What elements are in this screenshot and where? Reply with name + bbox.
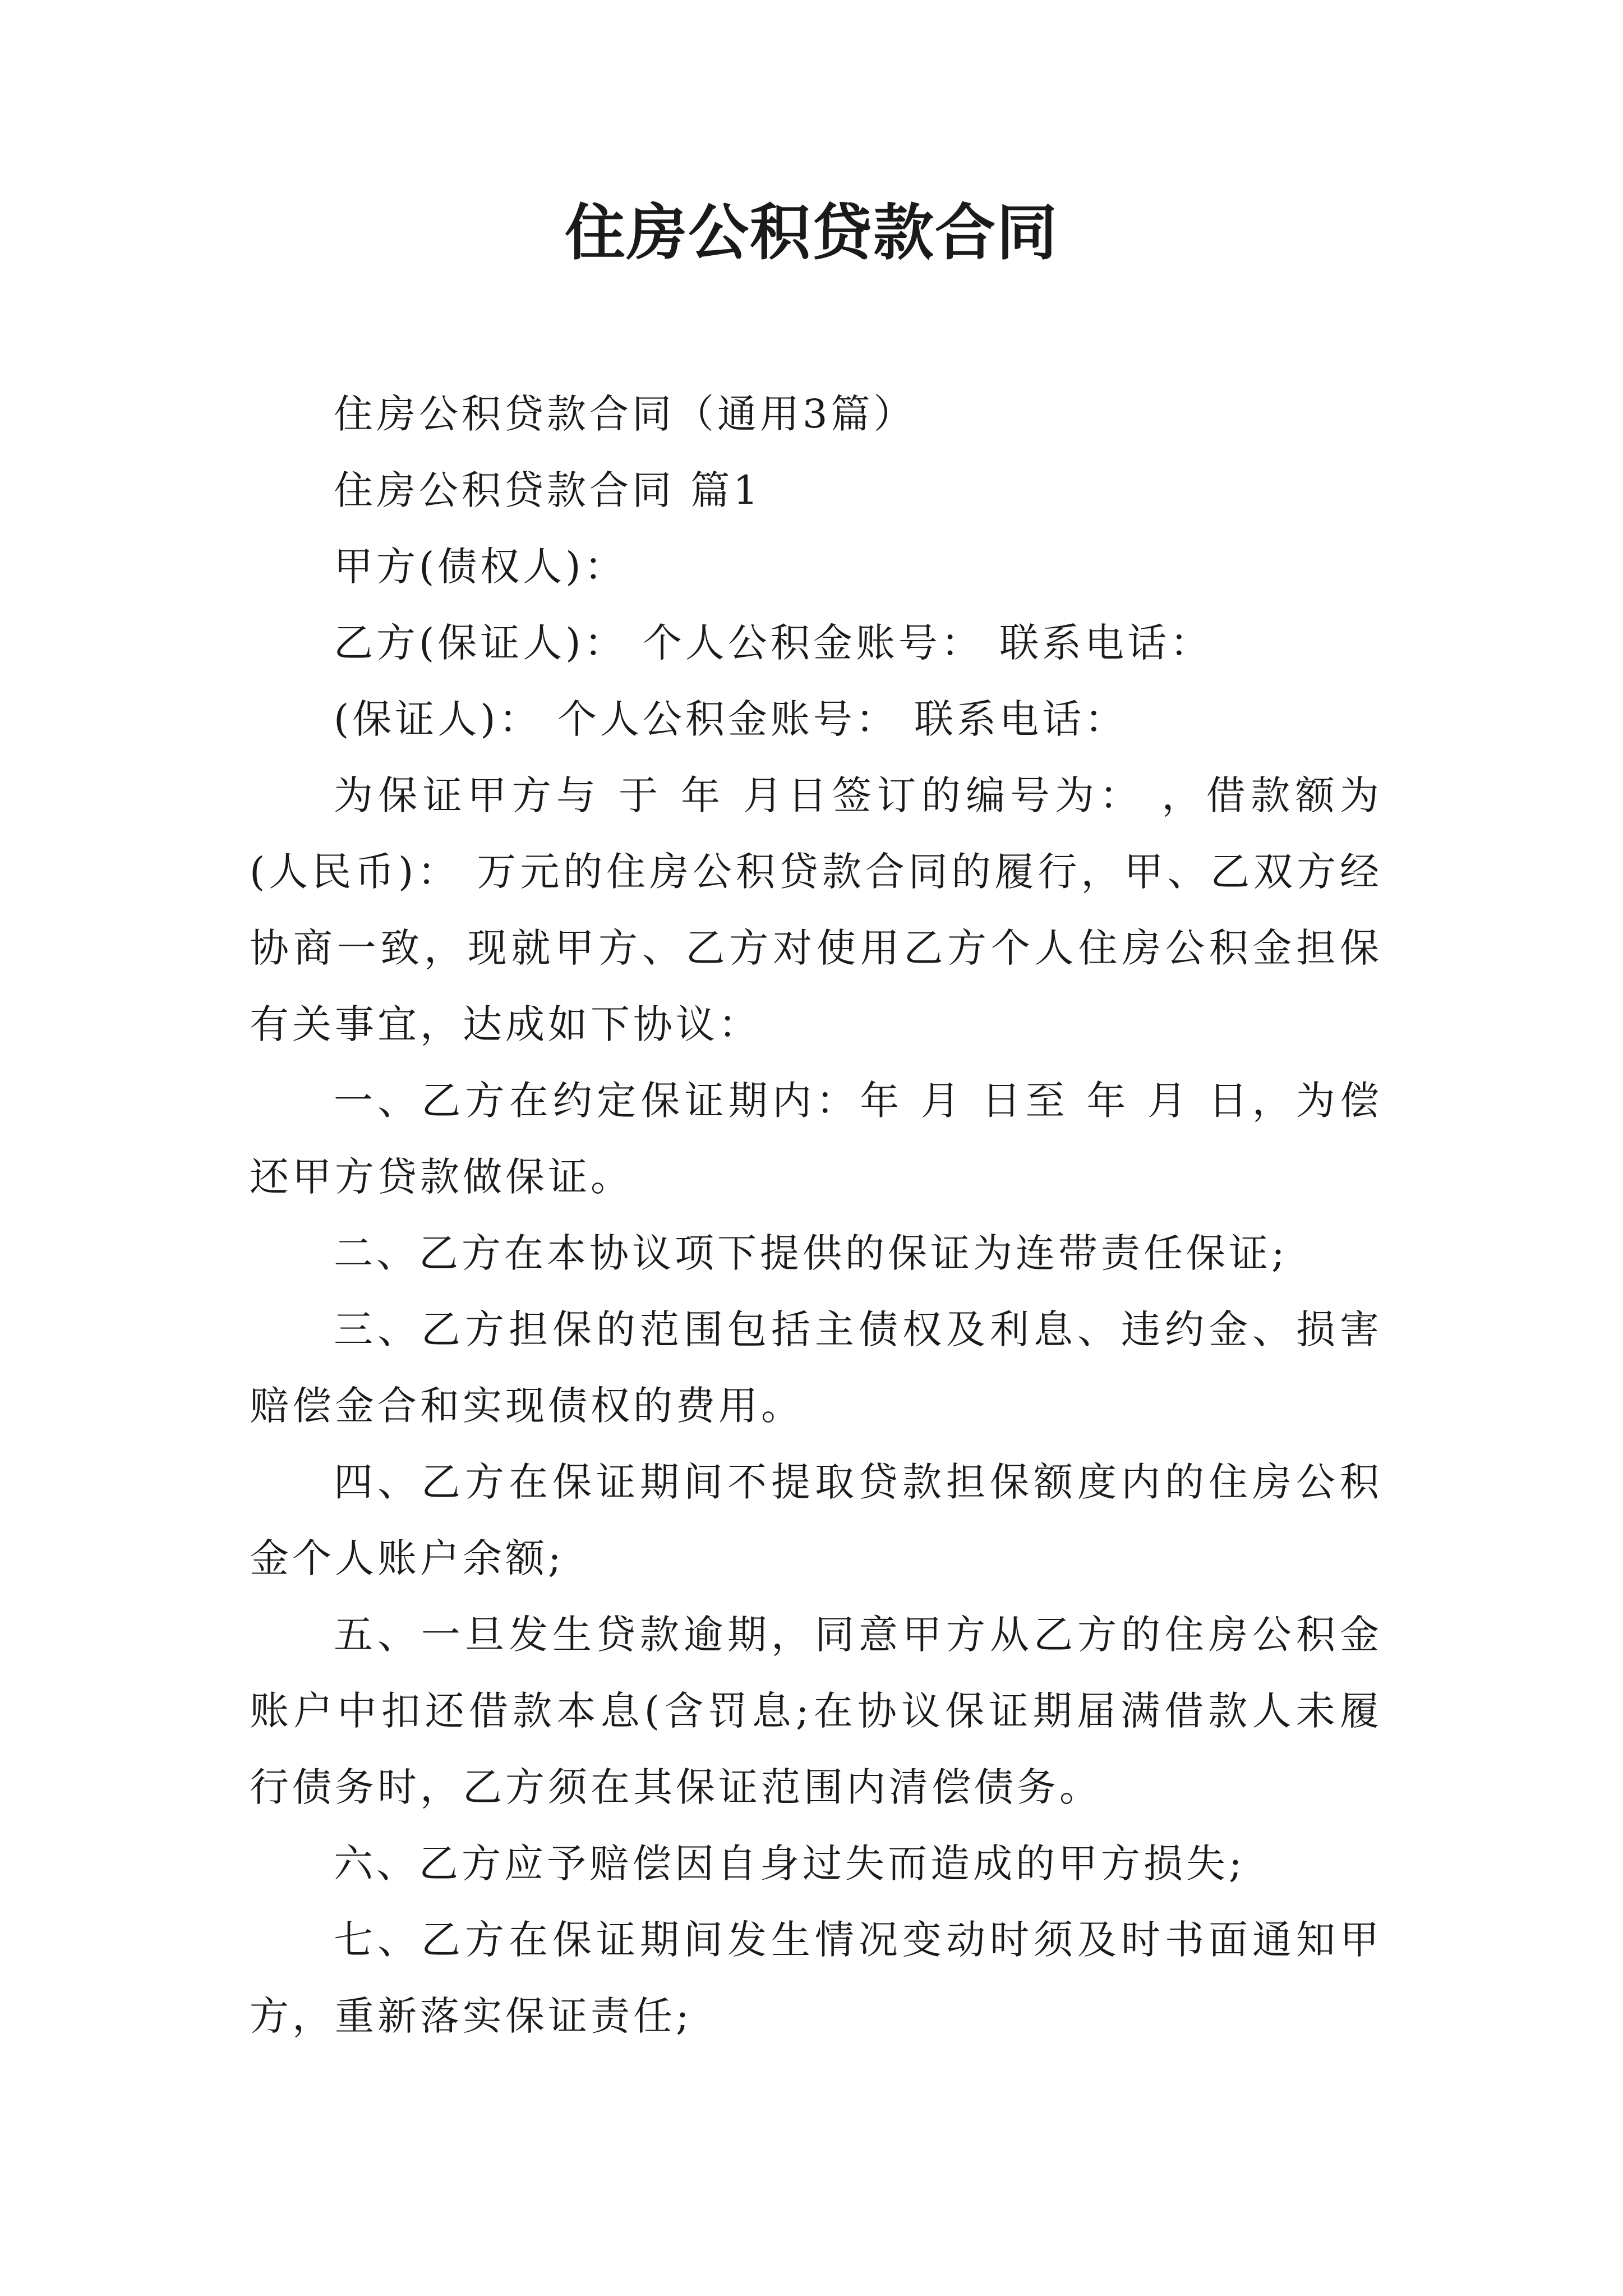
paragraph-preamble: 为保证甲方与 于 年 月日签订的编号为： ，借款额为(人民币)： 万元的住房公积贷款合同的履行，甲、乙双方经协商一致，现就甲方、乙方对使用乙方个人住房公积金担保有关事宜，达成如下协议： <box>250 772 1382 1047</box>
document-title: 住房公积贷款合同 <box>564 197 1058 268</box>
paragraph-clause-5: 五、一旦发生贷款逾期，同意甲方从乙方的住房公积金账户中扣还借款本息(含罚息;在协议保证期届满借款人未履行债务时，乙方须在其保证范围内清偿债务。 <box>250 1612 1382 1810</box>
paragraph-party-b: 乙方(保证人)： 个人公积金账号： 联系电话： <box>334 620 1213 666</box>
paragraph-guarantor: (保证人)： 个人公积金账号： 联系电话： <box>334 696 1128 742</box>
paragraph-clause-6: 六、乙方应予赔偿因自身过失而造成的甲方损失; <box>334 1841 1246 1887</box>
paragraph-clause-7: 七、乙方在保证期间发生情况变动时须及时书面通知甲方，重新落实保证责任; <box>250 1917 1382 2039</box>
paragraph-section-heading: 住房公积贷款合同 篇1 <box>334 467 762 513</box>
paragraph-clause-4: 四、乙方在保证期间不提取贷款担保额度内的住房公积金个人账户余额; <box>250 1459 1382 1581</box>
paragraph-clause-1: 一、乙方在约定保证期内：年 月 日至 年 月 日，为偿还甲方贷款做保证。 <box>250 1078 1382 1200</box>
document-body <box>250 376 1382 2054</box>
paragraph-party-a: 甲方(债权人)： <box>334 544 627 590</box>
paragraph-clause-3: 三、乙方担保的范围包括主债权及利息、违约金、损害赔偿金合和实现债权的费用。 <box>250 1306 1382 1429</box>
paragraph-clause-2: 二、乙方在本协议项下提供的保证为连带责任保证; <box>334 1230 1288 1276</box>
paragraph-subtitle: 住房公积贷款合同（通用3篇） <box>334 391 916 437</box>
